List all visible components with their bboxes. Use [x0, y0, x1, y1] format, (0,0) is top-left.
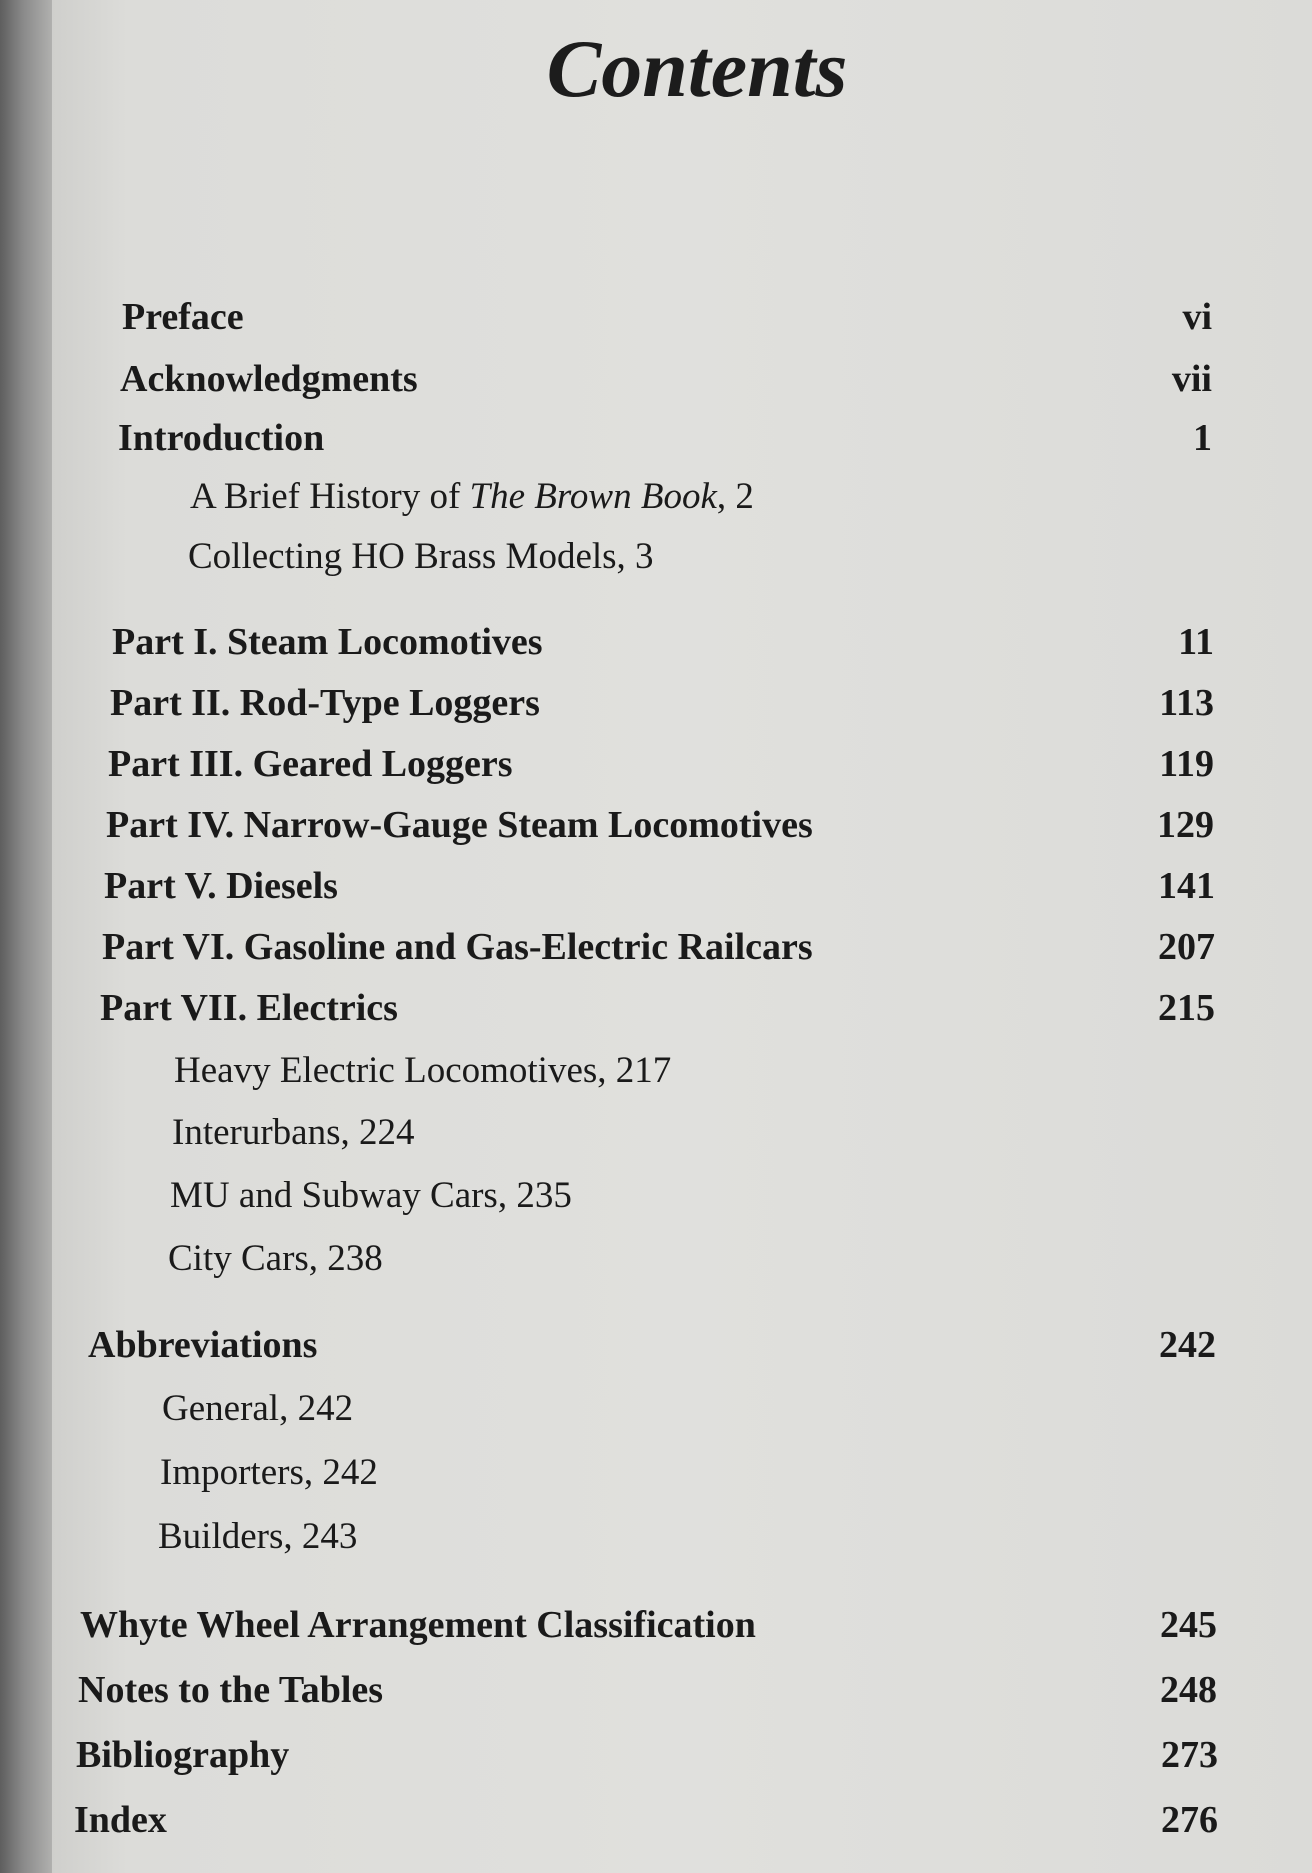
toc-entry-page: 215 [1158, 987, 1215, 1029]
toc-entry-abbreviations[interactable] [52, 1323, 1312, 1379]
toc-subentry-builders[interactable] [52, 1515, 1312, 1571]
toc-entry-label: Part II. Rod-Type Loggers [110, 682, 540, 724]
toc-entry-label: Introduction [118, 417, 325, 459]
contents-page [52, 0, 1312, 1873]
toc-entry-page: vii [1171, 358, 1212, 400]
toc-entry-page: 276 [1161, 1799, 1218, 1841]
toc-entry-page: 273 [1161, 1734, 1218, 1776]
toc-entry-page: 248 [1160, 1669, 1217, 1711]
toc-entry-page: 242 [1159, 1324, 1216, 1366]
toc-entry-page: 129 [1157, 804, 1214, 846]
toc-entry-acknowledgments[interactable] [52, 357, 1312, 413]
toc-entry-page: 245 [1160, 1604, 1217, 1646]
toc-entry-part-6[interactable] [52, 925, 1312, 981]
toc-entry-label: Acknowledgments [120, 358, 418, 400]
toc-entry-label: Collecting HO Brass Models, 3 [188, 536, 654, 577]
toc-entry-label: General, 242 [162, 1388, 354, 1429]
toc-entry-part-5[interactable] [52, 864, 1312, 920]
adjacent-page-edge [0, 0, 58, 1873]
book-title: The Brown Book [469, 476, 717, 517]
toc-entry-label: Notes to the Tables [78, 1669, 384, 1711]
toc-subentry-heavy-electric[interactable] [52, 1049, 1312, 1105]
toc-entry-label: Whyte Wheel Arrangement Classification [80, 1604, 756, 1646]
toc-entry-label: Builders, 243 [158, 1516, 358, 1557]
label-suffix: , 2 [716, 476, 754, 517]
toc-entry-bibliography[interactable] [52, 1733, 1312, 1789]
toc-entry-index[interactable] [52, 1798, 1312, 1854]
toc-entry-page: 11 [1178, 621, 1214, 663]
toc-entry-label: City Cars, 238 [168, 1238, 383, 1279]
toc-entry-label: Preface [122, 296, 244, 338]
toc-entry-label: Index [74, 1799, 167, 1841]
toc-subentry-brown-book-history[interactable] [52, 475, 1312, 531]
label-prefix: A Brief History of [190, 476, 470, 517]
toc-entry-page: 141 [1158, 865, 1215, 907]
toc-entry-part-2[interactable] [52, 681, 1312, 737]
toc-entry-part-4[interactable] [52, 803, 1312, 859]
toc-entry-page: vi [1182, 296, 1212, 338]
toc-entry-page: 1 [1193, 417, 1212, 459]
toc-subentry-mu-subway[interactable] [52, 1174, 1312, 1230]
toc-subentry-city-cars[interactable] [52, 1237, 1312, 1293]
toc-entry-page: 119 [1159, 743, 1214, 785]
toc-entry-introduction[interactable] [52, 416, 1312, 472]
toc-entry-label: Bibliography [76, 1734, 290, 1776]
toc-entry-notes[interactable] [52, 1668, 1312, 1724]
toc-entry-label: Abbreviations [88, 1324, 318, 1366]
toc-entry-label: MU and Subway Cars, 235 [170, 1175, 572, 1216]
toc-entry-label: Part VII. Electrics [100, 987, 398, 1029]
toc-entry-label: Part V. Diesels [104, 865, 338, 907]
toc-entry-label: Part I. Steam Locomotives [112, 621, 543, 663]
toc-entry-page: 207 [1158, 926, 1215, 968]
toc-entry-label: Importers, 242 [160, 1452, 378, 1493]
toc-entry-label: Part IV. Narrow-Gauge Steam Locomotives [106, 804, 813, 846]
page-title: Contents [546, 23, 848, 114]
toc-entry-label: Interurbans, 224 [172, 1112, 415, 1153]
toc-entry-label: Part VI. Gasoline and Gas-Electric Railcars [102, 926, 813, 968]
toc-entry-whyte[interactable] [52, 1603, 1312, 1659]
toc-entry-part-1[interactable] [52, 620, 1312, 676]
toc-entry-label: Part III. Geared Loggers [108, 743, 513, 785]
toc-entry-preface[interactable] [52, 295, 1312, 351]
toc-entry-label [190, 475, 754, 518]
toc-entry-label: Heavy Electric Locomotives, 217 [174, 1050, 672, 1091]
toc-subentry-general[interactable] [52, 1387, 1312, 1443]
toc-subentry-collecting[interactable] [52, 535, 1312, 591]
toc-entry-part-7[interactable] [52, 986, 1312, 1042]
toc-subentry-importers[interactable] [52, 1451, 1312, 1507]
toc-entry-part-3[interactable] [52, 742, 1312, 798]
toc-subentry-interurbans[interactable] [52, 1111, 1312, 1167]
toc-entry-page: 113 [1159, 682, 1214, 724]
